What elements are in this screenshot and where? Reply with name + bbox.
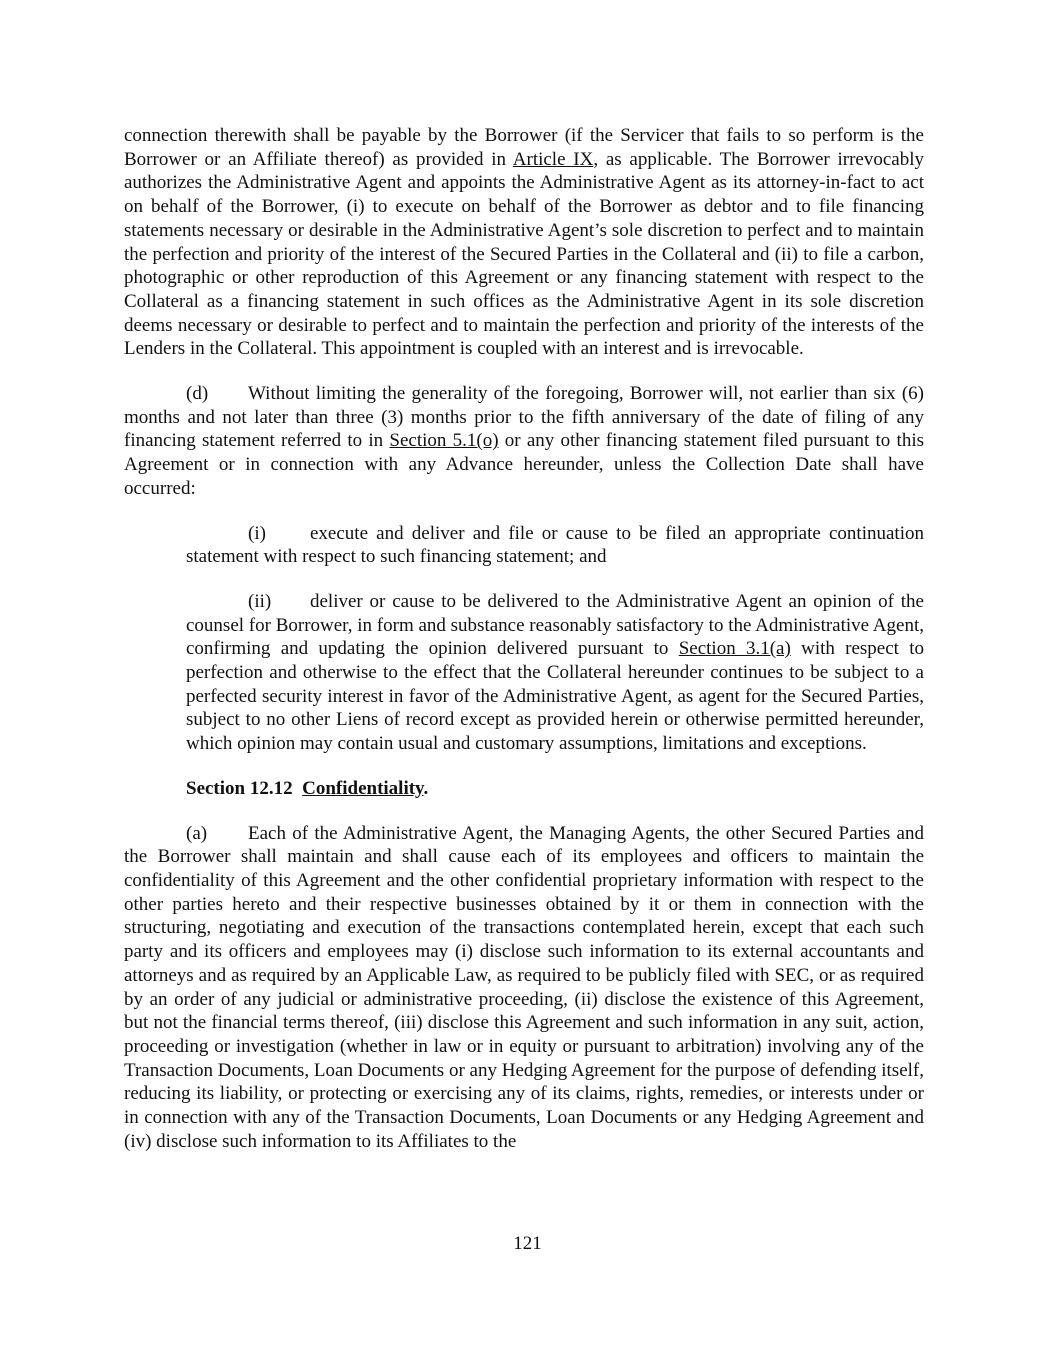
section-heading: Section 12.12 Confidentiality. [186,777,429,799]
paragraph-continuation: connection therewith shall be payable by the Borrower (if the Servicer that fails to so perform is the Borrower or an Affiliate thereof) as provided in Article IX, as applicable. The Borrower irrevocably authorizes the Administrative Agent and appoints the Administrative Agent as its attorney-in-fact to act on behalf of the Borrower, (i) to execute on behalf of the Borrower as debtor and to file financing statements necessary or desirable in the Administrative Agent’s sole discretion to perfect and to maintain the perfection and priority of the interest of the Secured Parties in the Collateral and (ii) to file a carbon, photographic or other reproduction of this Agreement or any financing statement with respect to the Collateral as a financing statement in such offices as the Administrative Agent in its sole discretion deems necessary or desirable to perfect and to maintain the perfection and priority of the interests of the Lenders in the Collateral. This appointment is coupled with an interest and is irrevocable. [124,125,924,360]
clause-ii: (ii) deliver or cause to be delivered to the Administrative Agent an opinion of the counsel for Borrower, in form and substance reasonably satisfactory to the Administrative Agent, confirming and updating the opinion delivered pursuant to Section 3.1(a) with respect to perfection and otherwise to the effect that the Collateral hereunder continues to be subject to a perfected security interest in favor of the Administrative Agent, as agent for the Secured Parties, subject to no other Liens of record except as provided herein or otherwise permitted hereunder, which opinion may contain usual and customary assumptions, limitations and exceptions. [186,590,925,755]
article-ix-reference: Article IX [512,148,594,170]
paragraph-a-label: (a) [186,822,208,844]
document-page [124,124,924,1153]
clause-ii-label: (ii) [248,590,272,612]
section-number: Section 12.12 [186,777,293,799]
page-number: 121 [513,1233,542,1254]
clause-i: (i) execute and deliver and file or cause to be filed an appropriate continuation statement with respect to such financing statement; and [186,522,924,568]
paragraph-d: (d) Without limiting the generality of the foregoing, Borrower will, not earlier than six (6) months and not later than three (3) months prior to the fifth anniversary of the date of filing of any financing statement referred to in Section 5.1(o) or any other financing statement filed pursuant to this Agreement or in connection with any Advance hereunder, unless the Collection Date shall have occurred: [124,383,924,499]
paragraph-a: (a) Each of the Administrative Agent, the Managing Agents, the other Secured Parties and the Borrower shall maintain and shall cause each of its employees and officers to maintain the confidentiality of this Agreement and the other confidential proprietary information with respect to the other parties hereto and their respective businesses obtained by it or them in connection with the structuring, negotiating and execution of the transactions contemplated herein, except that each such party and its officers and employees may (i) disclose such information to its external accountants and attorneys and as required by an Applicable Law, as required to be publicly filed with SEC, or as required by an order of any judicial or administrative proceeding, (ii) disclose the existence of this Agreement, but not the financial terms thereof, (iii) disclose this Agreement and such information in any suit, action, proceeding or investigation (whether in law or in equity or pursuant to arbitration) involving any of the Transaction Documents, Loan Documents or any Hedging Agreement for the purpose of defending itself, reducing its liability, or protecting or exercising any of its claims, rights, remedies, or interests under or in connection with any of the Transaction Documents, Loan Documents or any Hedging Agreement and (iv) disclose such information to its Affiliates to the [124,822,924,1152]
section-3-1-a-reference: Section 3.1(a) [678,638,791,660]
section-5-1-o-reference: Section 5.1(o) [389,430,499,452]
section-title: Confidentiality [302,777,424,799]
paragraph-d-label: (d) [186,383,209,405]
clause-i-label: (i) [248,522,266,544]
